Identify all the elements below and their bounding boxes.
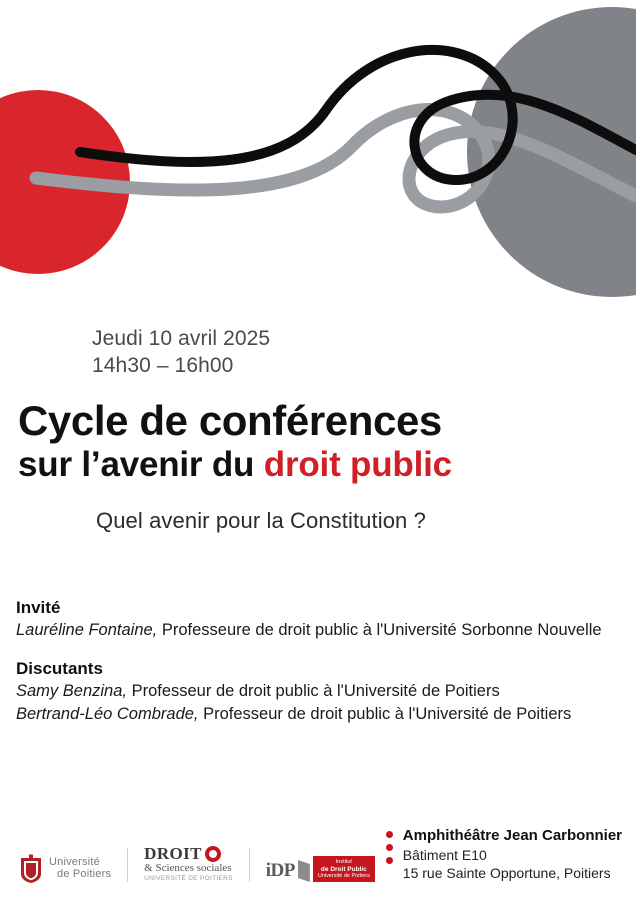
logo-divider xyxy=(249,848,250,882)
page-subtitle: Quel avenir pour la Constitution ? xyxy=(96,508,426,533)
participant-role: Professeur de droit public à l'Université de Poitiers xyxy=(126,681,500,700)
venue-building: Bâtiment E10 xyxy=(402,846,487,863)
faculte-logo-word: DROIT xyxy=(144,843,202,863)
participant-role: Professeur de droit public à l'Université de Poitiers xyxy=(198,704,572,723)
universite-logo-line1: Université xyxy=(49,856,100,869)
universite-logo-text xyxy=(49,857,111,880)
dot-decoration xyxy=(386,826,393,864)
participant-name: Bertrand-Léo Combrade, xyxy=(16,704,199,723)
title-line-2-prefix: sur l’avenir du xyxy=(18,445,264,485)
section-spacer xyxy=(16,643,620,659)
participant-role: Professeure de droit public à l'Université Sorbonne Nouvelle xyxy=(157,621,602,639)
dot-icon xyxy=(386,857,393,864)
list-item xyxy=(16,704,620,726)
logo-row xyxy=(18,845,375,885)
participant-name: Lauréline Fontaine, xyxy=(16,621,158,639)
idp-shape-icon xyxy=(298,860,310,882)
universite-logo-line2: de Poitiers xyxy=(57,868,112,880)
faculte-logo-line2: & Sciences sociales xyxy=(144,861,232,874)
universite-de-poitiers-logo xyxy=(18,854,111,884)
title-line-2-accent: droit public xyxy=(263,445,452,485)
page-title xyxy=(18,398,618,485)
event-time: 14h30 – 16h00 xyxy=(92,353,234,377)
idp-box-line1: Institut xyxy=(335,859,352,866)
idp-box-line2: de Droit Public xyxy=(320,865,367,873)
venue-address xyxy=(403,826,622,882)
dot-icon xyxy=(386,844,393,851)
title-line-1: Cycle de conférences xyxy=(18,397,442,444)
idp-box-line3: Université de Poitiers xyxy=(317,872,370,879)
venue-block xyxy=(386,826,622,882)
faculte-droit-logo xyxy=(144,845,233,885)
logo-divider xyxy=(127,848,128,882)
header-graphic xyxy=(0,0,636,310)
idp-logo xyxy=(266,856,375,884)
participant-name: Samy Benzina, xyxy=(16,681,127,700)
list-item xyxy=(16,620,620,642)
invited-heading: Invité xyxy=(16,598,61,617)
event-day: Jeudi 10 avril 2025 xyxy=(92,327,271,350)
crest-icon xyxy=(18,854,44,884)
participants-section xyxy=(16,598,620,726)
event-date-block xyxy=(92,326,270,380)
poster-footer xyxy=(0,792,636,900)
faculte-logo-line1 xyxy=(144,845,233,862)
droit-circle-icon xyxy=(205,846,221,862)
dot-icon xyxy=(386,831,393,838)
list-item xyxy=(16,681,620,703)
faculte-logo-line3: UNIVERSITÉ DE POITIERS xyxy=(144,874,233,882)
venue-street: 15 rue Sainte Opportune, Poitiers xyxy=(402,864,611,881)
venue-name: Amphithéâtre Jean Carbonnier xyxy=(402,827,622,845)
idp-acronym: iDP xyxy=(265,860,295,881)
title-line-2 xyxy=(18,445,618,485)
idp-institute-box xyxy=(313,856,375,882)
discussants-heading: Discutants xyxy=(16,658,103,678)
